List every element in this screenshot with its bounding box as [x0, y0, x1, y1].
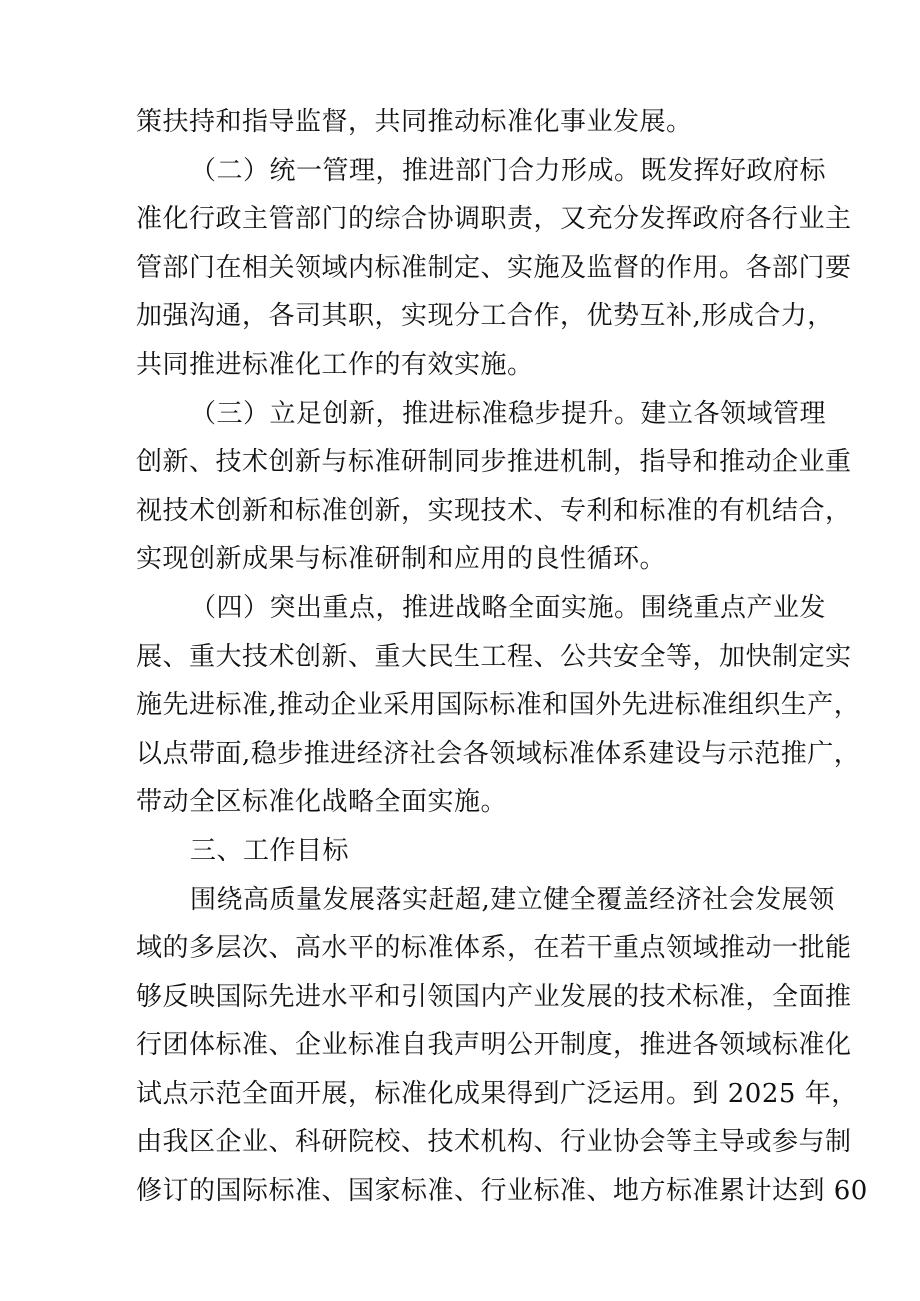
paragraph-line: 围绕高质量发展落实赶超,建立健全覆盖经济社会发展领: [190, 884, 835, 915]
paragraph-line: 行团体标准、企业标准自我声明公开制度，推进各领域标准化: [136, 1030, 852, 1061]
paragraph-line: 以点带面,稳步推进经济社会各领域标准体系建设与示范推广，: [136, 738, 861, 769]
paragraph-line: （二）统一管理，推进部门合力形成。既发挥好政府标: [190, 155, 827, 186]
paragraph-line: 施先进标准,推动企业采用国际标准和国外先进标准组织生产，: [136, 690, 861, 721]
paragraph-line: 展、重大技术创新、重大民生工程、公共安全等，加快制定实: [136, 641, 852, 672]
paragraph-line: 够反映国际先进水平和引领国内产业发展的技术标准，全面推: [136, 981, 852, 1012]
paragraph-line: 由我区企业、科研院校、技术机构、行业协会等主导或参与制: [136, 1127, 852, 1158]
document-body: [136, 98, 868, 1216]
paragraph-line: 视技术创新和标准创新，实现技术、专利和标准的有机结合，: [136, 495, 852, 526]
paragraph-line: 带动全区标准化战略全面实施。: [136, 787, 508, 818]
section-heading: 三、工作目标: [190, 835, 350, 866]
paragraph-line: 实现创新成果与标准研制和应用的良性循环。: [136, 544, 667, 575]
paragraph-line: 创新、技术创新与标准研制同步推进机制，指导和推动企业重: [136, 447, 852, 478]
paragraph-line: 共同推进标准化工作的有效实施。: [136, 349, 534, 380]
paragraph-line: 试点示范全面开展，标准化成果得到广泛运用。到 2025 年，: [136, 1078, 858, 1109]
paragraph-line: 管部门在相关领域内标准制定、实施及监督的作用。各部门要: [136, 252, 852, 283]
paragraph-line: （四）突出重点，推进战略全面实施。围绕重点产业发: [190, 592, 827, 623]
paragraph-line: （三）立足创新，推进标准稳步提升。建立各领域管理: [190, 398, 827, 429]
paragraph-line: 策扶持和指导监督，共同推动标准化事业发展。: [136, 107, 693, 137]
paragraph-line: 加强沟通，各司其职，实现分工合作，优势互补,形成合力，: [136, 301, 834, 332]
paragraph-line: 域的多层次、高水平的标准体系，在若干重点领域推动一批能: [136, 933, 852, 964]
paragraph-line: 修订的国际标准、国家标准、行业标准、地方标准累计达到 60: [136, 1176, 868, 1207]
paragraph-line: 准化行政主管部门的综合协调职责，又充分发挥政府各行业主: [136, 204, 852, 235]
